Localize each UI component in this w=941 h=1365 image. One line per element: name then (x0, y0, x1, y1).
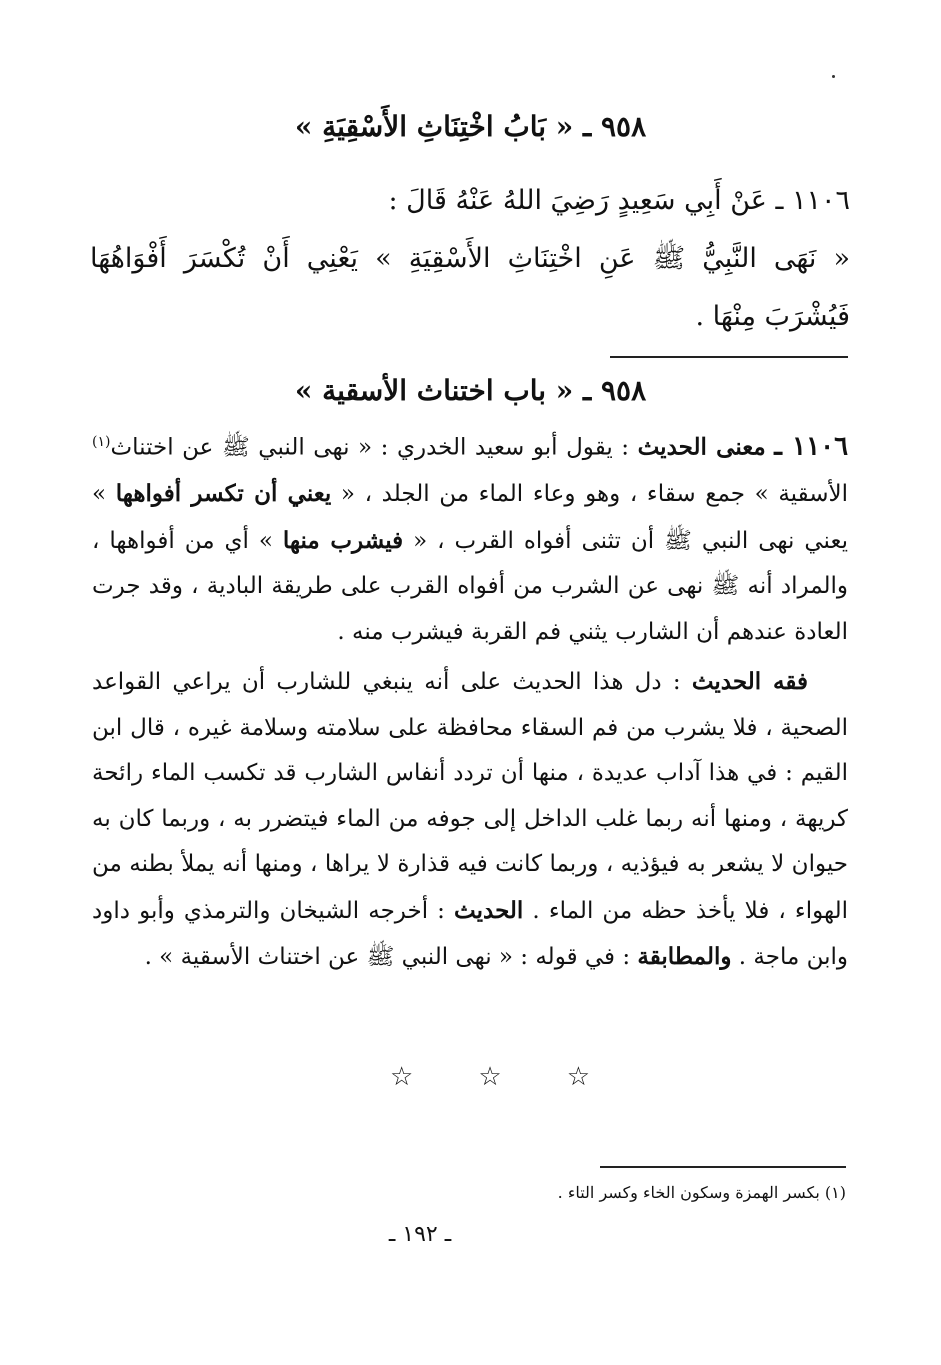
meaning-text-4: » أي من أفواهها ، والمراد أنه ﷺ نهى عن الشرب من أفواه القرب على طريقة البادية ، وقد جرت العادة عندهم أن الشارب يثني فم القربة فيشرب منه . (92, 527, 848, 645)
chapter-title-vocalized: ٩٥٨ ـ « بَابُ اخْتِنَاثِ الأَسْقِيَةِ » (294, 110, 647, 143)
hadith-intro: ١١٠٦ ـ عَنْ أَبِي سَعِيدٍ رَضِيَ اللهُ عَنْهُ قَالَ : (388, 185, 850, 216)
section-divider (610, 356, 848, 358)
chapter-title-plain: ٩٥٨ ـ « باب اختناث الأسقية » (294, 374, 647, 407)
hadith-text: « نَهَى النَّبِيُّ ﷺ عَنِ اخْتِنَاثِ الأَسْقِيَةِ » يَعْنِي أَنْ تُكْسَرَ أَفْوَاهُهَا فَيُشْرَبَ مِنْهَا . (90, 243, 850, 332)
footnote: (١) بكسر الهمزة وسكون الخاء وكسر التاء . (557, 1183, 846, 1202)
footnote-divider (600, 1166, 846, 1168)
star-icon: ☆ (390, 1062, 414, 1092)
footnote-reference: (١) (92, 434, 111, 450)
meaning-label: معنى الحديث (637, 433, 766, 461)
hadith-number: ١١٠٦ ـ (774, 431, 849, 462)
match-text: : في قوله : « نهى النبي ﷺ عن اختناث الأسقية » . (144, 944, 631, 970)
section-ornament (390, 1062, 590, 1092)
quote-bold-2: فيشرب منها (282, 526, 404, 554)
hadith-source-text: : أخرجه الشيخان والترمذي وأبو داود وابن ماجة . (92, 897, 848, 970)
star-icon: ☆ (566, 1062, 590, 1092)
page-number: ـ ١٩٢ ـ (388, 1222, 452, 1247)
hadith-label: الحديث (454, 896, 524, 924)
print-speck (832, 75, 835, 78)
fiqh-label: فقه الحديث (691, 668, 808, 695)
meaning-text-3: » يعني نهى النبي ﷺ أن تثنى أفواه القرب ، « (92, 481, 848, 554)
fiqh-text: : دل هذا الحديث على أنه ينبغي للشارب أن يراعي القواعد الصحية ، فلا يشرب من فم السقاء محافظة على سلامته وسلامة غيره ، قال ابن القيم : في هذا آداب عديدة ، منها أن تردد أنفاس الشارب قد تكسب الماء رائحة كريهة ، ومنها أنه ربما غلب الداخل إلى جوفه من الماء فيتضرر به ، وربما كان به حيوان لا يشعر به فيؤذيه ، وربما كانت فيه قذارة لا يراها ، ومنها أنه يملأ بطنه من الهواء ، فلا يأخذ حظه من الماء . (92, 669, 849, 924)
match-label: والمطابقة (637, 943, 732, 970)
star-icon: ☆ (478, 1062, 502, 1092)
meaning-text-2: الأسقية » جمع سقاء ، وهو وعاء الماء من الجلد ، « (340, 481, 849, 508)
quote-bold-1: يعني أن تكسر أفواهها (115, 480, 332, 508)
meaning-text-1: : يقول أبو سعيد الخدري : « نهى النبي ﷺ عن اختناث (110, 434, 630, 461)
commentary-meaning-paragraph (92, 420, 848, 655)
commentary-fiqh-paragraph (92, 659, 848, 981)
